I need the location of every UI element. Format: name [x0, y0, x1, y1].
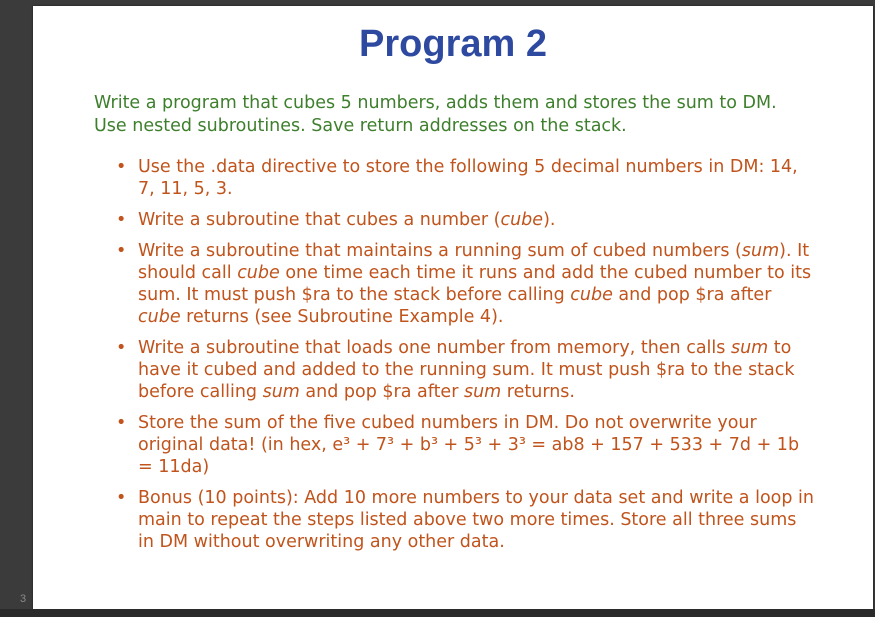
bullet-italic-text: cube — [570, 285, 613, 305]
bottom-bar — [0, 609, 875, 617]
bullet-italic-text: cube — [237, 263, 280, 283]
bullet-italic-text: sum — [463, 382, 502, 402]
bullet-italic-text: cube — [500, 210, 544, 230]
bullet-text: one time each time it runs and add the cubed number to its sum. It must push $ra to the stack before calling — [138, 263, 812, 305]
bullet-list — [116, 156, 816, 562]
bullet-text: to have it cubed and added to the running sum. It must push $ra to the stack before calling — [138, 338, 795, 402]
bullet-item — [116, 156, 816, 200]
bullet-text: and pop $ra after — [612, 285, 772, 305]
bullet-text: returns. — [501, 382, 575, 402]
bullet-italic-text: sum — [730, 338, 769, 358]
bullet-item — [116, 240, 816, 328]
bullet-text: returns (see Subroutine Example 4). — [180, 307, 504, 327]
bullet-text: Write a subroutine that loads one number from memory, then calls — [138, 338, 731, 358]
slide-canvas — [33, 6, 873, 609]
bullet-italic-text: sum — [262, 382, 300, 402]
bullet-italic-text: sum — [741, 241, 780, 261]
page-number: 3 — [20, 593, 27, 605]
bullet-text: ). — [543, 210, 556, 230]
bullet-dot-icon: • — [116, 488, 127, 508]
bullet-item — [116, 487, 816, 553]
bullet-item — [116, 412, 816, 478]
bullet-item — [116, 337, 816, 403]
slide-title: Program 2 — [359, 23, 547, 65]
bullet-text: Use the .data directive to store the following 5 decimal numbers in DM: 14, 7, 11, 5, 3. — [138, 157, 798, 199]
bullet-dot-icon: • — [116, 338, 127, 358]
bullet-text: Store the sum of the five cubed numbers in DM. Do not overwrite your original data! (in hex, e³ + 7³ + b³ + 5³ + 3³ = ab8 + 157 + 533 + 7d + 1b = 11da) — [138, 413, 800, 477]
bullet-text: Write a subroutine that maintains a running sum of cubed numbers ( — [138, 241, 742, 261]
bullet-dot-icon: • — [116, 157, 127, 177]
bullet-dot-icon: • — [116, 210, 127, 230]
intro-paragraph: Write a program that cubes 5 numbers, adds them and stores the sum to DM. Use nested subroutines. Save return addresses on the stack. — [94, 93, 777, 136]
bullet-item — [116, 209, 816, 231]
bullet-text: Write a subroutine that cubes a number ( — [138, 210, 501, 230]
bullet-text: and pop $ra after — [299, 382, 464, 402]
bullet-text: Bonus (10 points): Add 10 more numbers to your data set and write a loop in main to repeat the steps listed above two more times. Store all three sums in DM without overwriting any other data. — [138, 488, 814, 552]
bullet-dot-icon: • — [116, 413, 127, 433]
bullet-dot-icon: • — [116, 241, 127, 261]
bullet-text: ). It should call — [138, 241, 810, 283]
bullet-italic-text: cube — [138, 307, 181, 327]
